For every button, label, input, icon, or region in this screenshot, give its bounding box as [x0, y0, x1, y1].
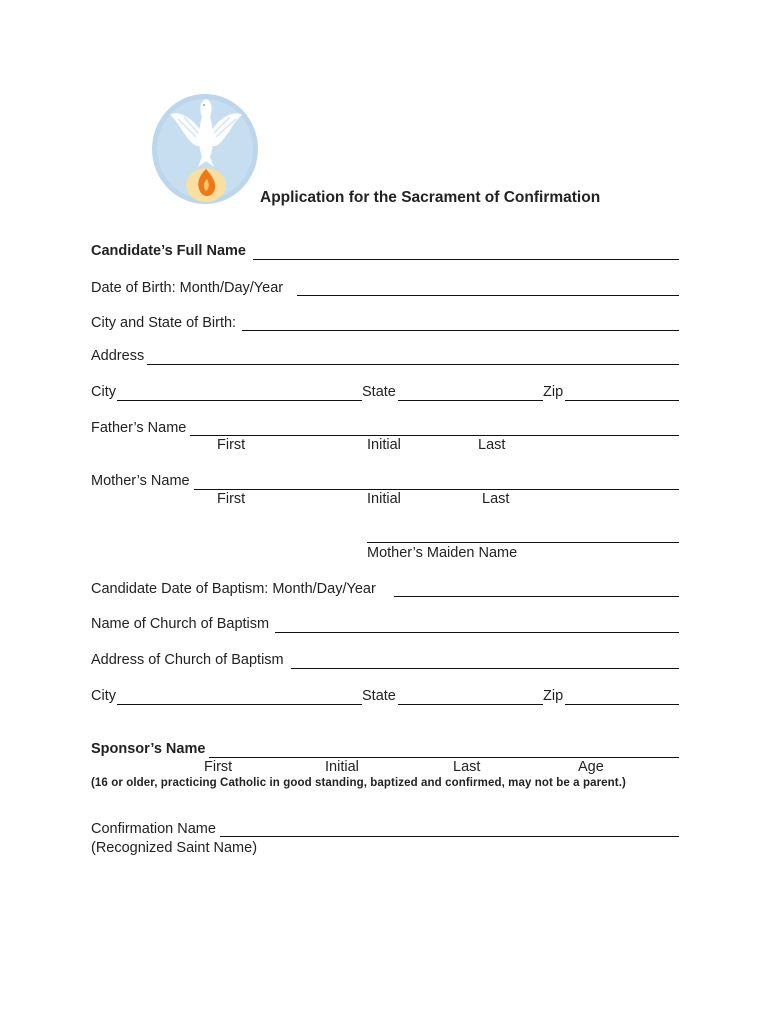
mother-name-label: Mother’s Name — [91, 473, 190, 489]
dove-flame-icon — [152, 93, 260, 205]
confirmation-name-label: Confirmation Name — [91, 821, 216, 837]
mother-first-sublabel: First — [217, 491, 246, 507]
address-field[interactable] — [147, 364, 679, 365]
church-zip-label: Zip — [543, 688, 564, 704]
address-label: Address — [91, 348, 145, 364]
confirmation-name-field[interactable] — [220, 836, 679, 837]
zip-label: Zip — [543, 384, 564, 400]
baptism-date-label: Candidate Date of Baptism: Month/Day/Year — [91, 581, 376, 597]
father-first-sublabel: First — [217, 437, 246, 453]
church-zip-field[interactable] — [565, 704, 679, 705]
sponsor-note: (16 or older, practicing Catholic in good standing, baptized and confirmed, may not be a parent.) — [91, 777, 626, 789]
candidate-name-field[interactable] — [253, 259, 679, 260]
church-state-field[interactable] — [398, 704, 543, 705]
church-state-label: State — [362, 688, 396, 704]
church-address-label: Address of Church of Baptism — [91, 652, 284, 668]
city-field[interactable] — [117, 400, 362, 401]
father-last-sublabel: Last — [478, 437, 506, 453]
church-name-label: Name of Church of Baptism — [91, 616, 270, 632]
sponsor-last-sublabel: Last — [453, 759, 481, 775]
mother-name-field[interactable] — [194, 489, 679, 490]
church-city-field[interactable] — [117, 704, 362, 705]
dob-field[interactable] — [297, 295, 679, 296]
mother-initial-sublabel: Initial — [367, 491, 401, 507]
baptism-date-field[interactable] — [394, 596, 679, 597]
zip-field[interactable] — [565, 400, 679, 401]
dob-label: Date of Birth: Month/Day/Year — [91, 280, 284, 296]
church-city-label: City — [91, 688, 116, 704]
father-initial-sublabel: Initial — [367, 437, 401, 453]
church-address-field[interactable] — [291, 668, 679, 669]
father-name-label: Father’s Name — [91, 420, 187, 436]
sponsor-name-label: Sponsor’s Name — [91, 741, 206, 757]
candidate-name-label: Candidate’s Full Name — [91, 243, 246, 259]
mother-last-sublabel: Last — [482, 491, 510, 507]
sponsor-name-field[interactable] — [209, 757, 679, 758]
confirmation-name-sublabel: (Recognized Saint Name) — [91, 840, 258, 856]
birth-place-field[interactable] — [242, 330, 679, 331]
city-label: City — [91, 384, 116, 400]
church-name-field[interactable] — [275, 632, 679, 633]
sponsor-initial-sublabel: Initial — [325, 759, 359, 775]
sponsor-age-sublabel: Age — [578, 759, 604, 775]
mother-maiden-field[interactable] — [367, 542, 679, 543]
father-name-field[interactable] — [190, 435, 679, 436]
page-title: Application for the Sacrament of Confirmation — [260, 189, 601, 206]
state-label: State — [362, 384, 396, 400]
birth-place-label: City and State of Birth: — [91, 315, 237, 331]
mother-maiden-label: Mother’s Maiden Name — [367, 545, 518, 561]
sponsor-first-sublabel: First — [204, 759, 233, 775]
state-field[interactable] — [398, 400, 543, 401]
